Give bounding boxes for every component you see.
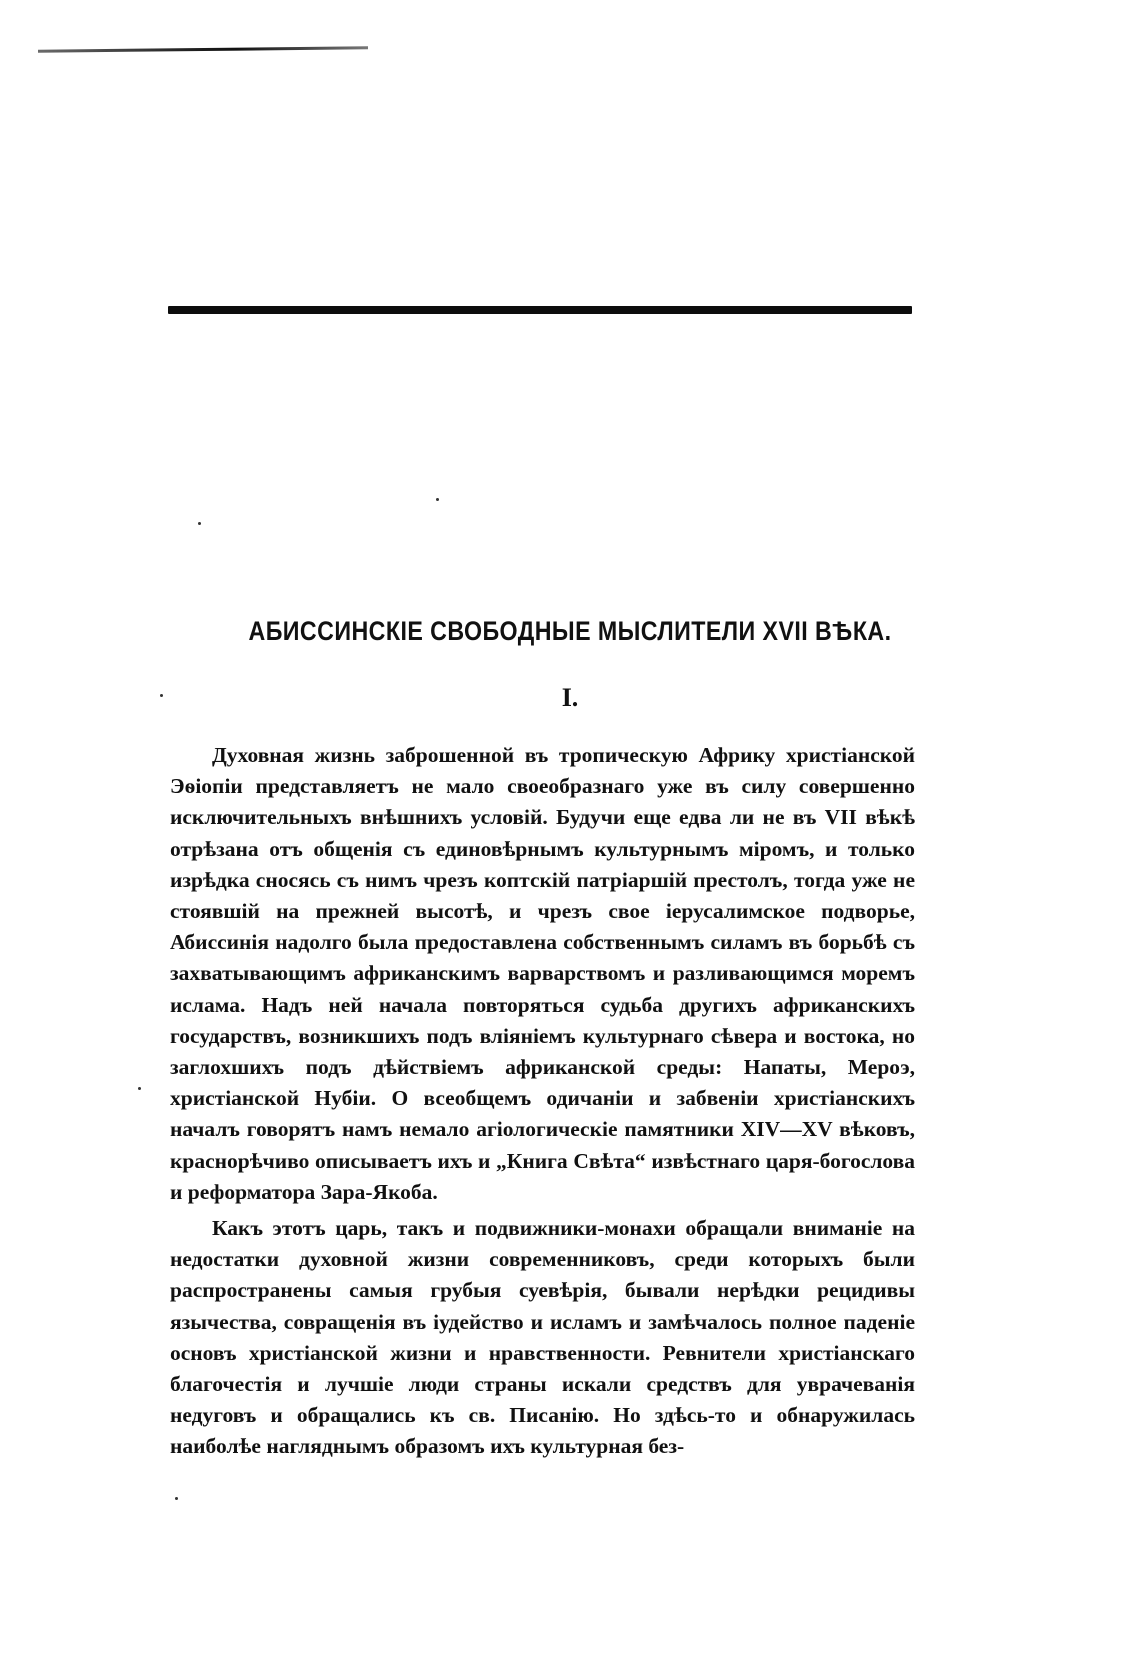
article-body: [170, 740, 915, 1463]
scan-edge-mark: [38, 46, 368, 52]
paragraph: Духовная жизнь заброшенной въ тропическую Африку христiанской Эѳiопiи представляетъ не мало своеобразнаго уже въ силу совершенно исключительныхъ внѣшнихъ условiй. Будучи еще едва ли не въ VII вѣкѣ отрѣзана отъ общенiя съ единовѣрнымъ культурнымъ мiромъ, и только изрѣдка сносясь съ нимъ чрезъ коптскiй патрiаршiй престолъ, тогда уже не стоявшiй на прежней высотѣ, и чрезъ свое iерусалимское подворье, Абиссинiя надолго была предоставлена собственнымъ силамъ въ борьбѣ съ захватывающимъ африканскимъ варварствомъ и разливающимся моремъ ислама. Надъ ней начала повторяться судьба другихъ африканскихъ государствъ, возникшихъ подъ влiянiемъ культурнаго сѣвера и востока, но заглохшихъ подъ дѣйствiемъ африканской среды: Напаты, Мероэ, христiанской Нубiи. О всеобщемъ одичанiи и забвенiи христiанскихъ началъ говорятъ намъ немало агiологическiе памятники XIV—XV вѣковъ, краснорѣчиво описываетъ ихъ и „Книга Свѣта“ извѣстнаго царя-богослова и реформатора Зара-Якоба.: [170, 743, 915, 1204]
scan-speck: [138, 1087, 141, 1090]
section-number: I.: [561, 683, 579, 712]
paragraph: Какъ этотъ царь, такъ и подвижники-монахи обращали вниманiе на недостатки духовной жизни современниковъ, среди которыхъ были распространены самыя грубыя суевѣрiя, бывали нерѣдки рецидивы язычества, совращенiя въ iудейство и исламъ и замѣчалось полное паденiе основъ христiанской жизни и нравственности. Ревнители христiанскаго благочестiя и лучшiе люди страны искали средствъ для уврачеванiя недуговъ и обращались къ св. Писанiю. Но здѣсь-то и обнаружилась наиболѣе нагляднымъ образомъ ихъ культурная без-: [170, 1216, 915, 1459]
scan-speck: [436, 498, 439, 501]
header-rule: [168, 306, 912, 314]
scan-speck: [198, 522, 201, 525]
scan-speck: [175, 1497, 178, 1500]
article-title: АБИССИНСКIЕ СВОБОДНЫЕ МЫСЛИТЕЛИ XVII ВѢКА.: [248, 616, 892, 646]
